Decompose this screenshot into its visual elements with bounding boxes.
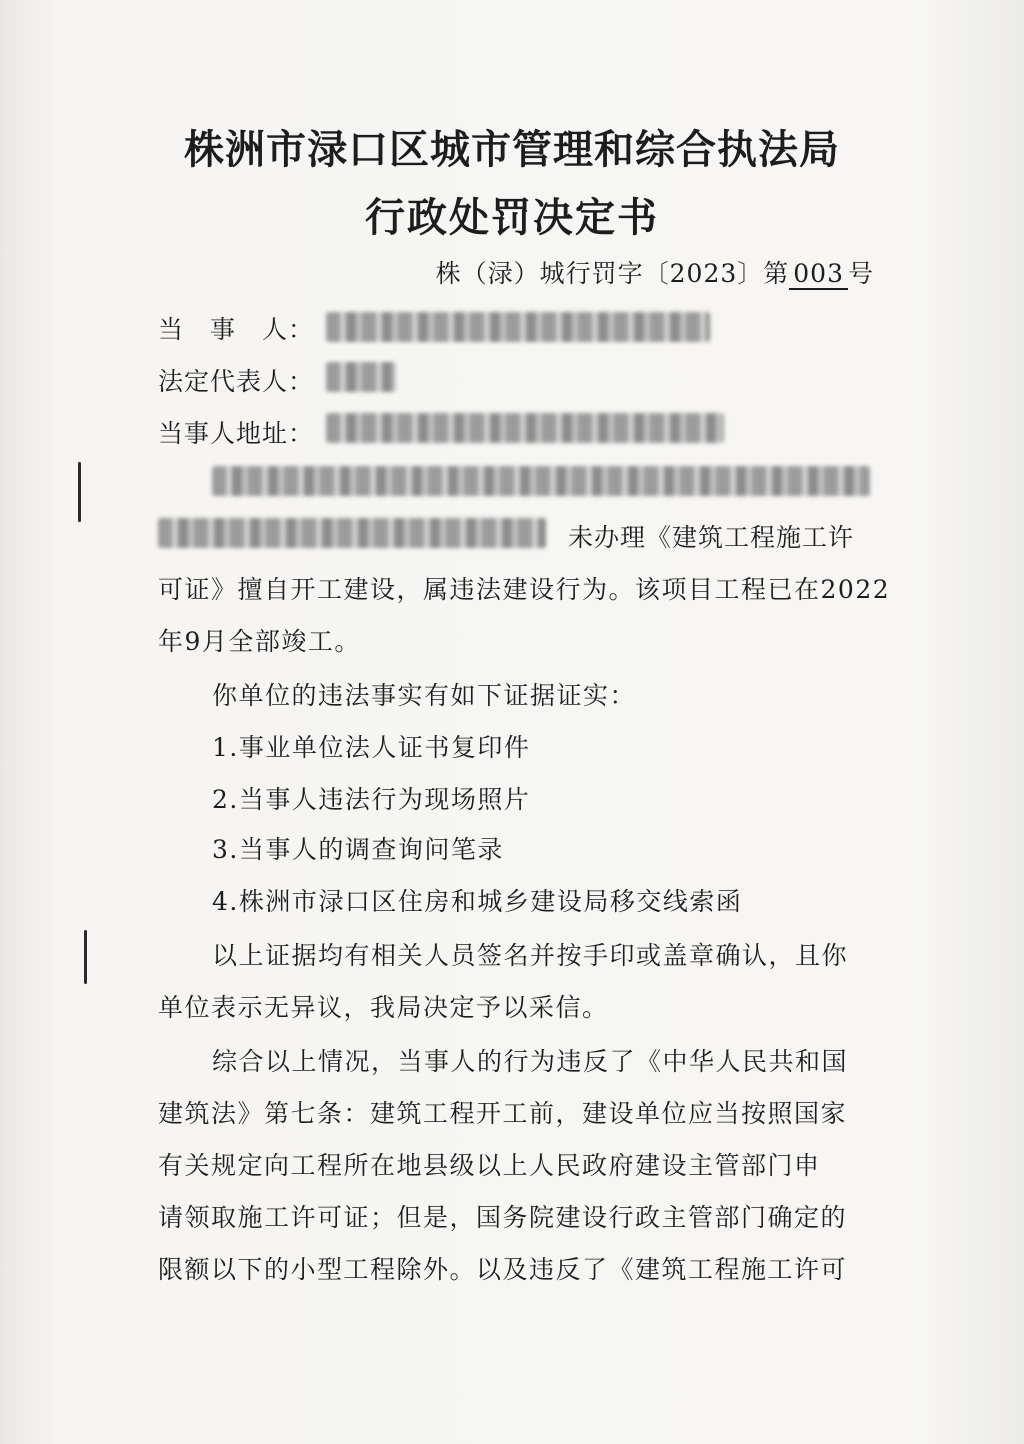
evidence-item: 2.当事人违法行为现场照片	[212, 785, 531, 814]
evidence-item: 4.株洲市渌口区住房和城乡建设局移交线索函	[212, 887, 743, 916]
redacted-facts-line2	[158, 518, 546, 548]
legal-rep-label: 法定代表人：	[158, 367, 315, 396]
party-name-label: 当 事 人：	[158, 315, 315, 344]
issuer-title: 株洲市渌口区城市管理和综合执法局	[184, 126, 840, 173]
document-number-prefix: 株（渌）城行罚字〔2023〕第	[435, 259, 790, 288]
binding-mark	[78, 462, 81, 522]
binding-mark	[84, 930, 87, 984]
evidence-item: 1.事业单位法人证书复印件	[212, 733, 531, 762]
evidence-intro: 你单位的违法事实有如下证据证实：	[212, 681, 637, 710]
law-line-1: 综合以上情况，当事人的行为违反了《中华人民共和国	[212, 1047, 849, 1076]
facts-line-a: 未办理《建筑工程施工许	[568, 523, 855, 552]
facts-line-c: 年9月全部竣工。	[158, 627, 361, 656]
document-number-value: 003	[789, 260, 848, 290]
confirm-line-2: 单位表示无异议，我局决定予以采信。	[158, 993, 609, 1022]
redacted-legal-rep	[326, 362, 396, 392]
redacted-facts-line1	[212, 466, 870, 496]
redacted-address	[326, 413, 724, 443]
document-title: 行政处罚决定书	[365, 194, 659, 241]
law-line-4: 请领取施工许可证；但是，国务院建设行政主管部门确定的	[158, 1203, 848, 1232]
evidence-item: 3.当事人的调查询问笔录	[212, 835, 504, 864]
document-number-suffix: 号	[847, 259, 874, 288]
confirm-line-1: 以上证据均有相关人员签名并按手印或盖章确认，且你	[212, 941, 849, 970]
law-line-2: 建筑法》第七条：建筑工程开工前，建设单位应当按照国家	[158, 1099, 848, 1128]
address-label: 当事人地址：	[158, 419, 315, 448]
law-line-5: 限额以下的小型工程除外。以及违反了《建筑工程施工许可	[158, 1255, 848, 1284]
redacted-party-name	[326, 312, 710, 342]
facts-line-b: 可证》擅自开工建设，属违法建设行为。该项目工程已在2022	[158, 575, 891, 604]
law-line-3: 有关规定向工程所在地县级以上人民政府建设主管部门申	[158, 1151, 821, 1180]
document-number	[436, 254, 874, 290]
